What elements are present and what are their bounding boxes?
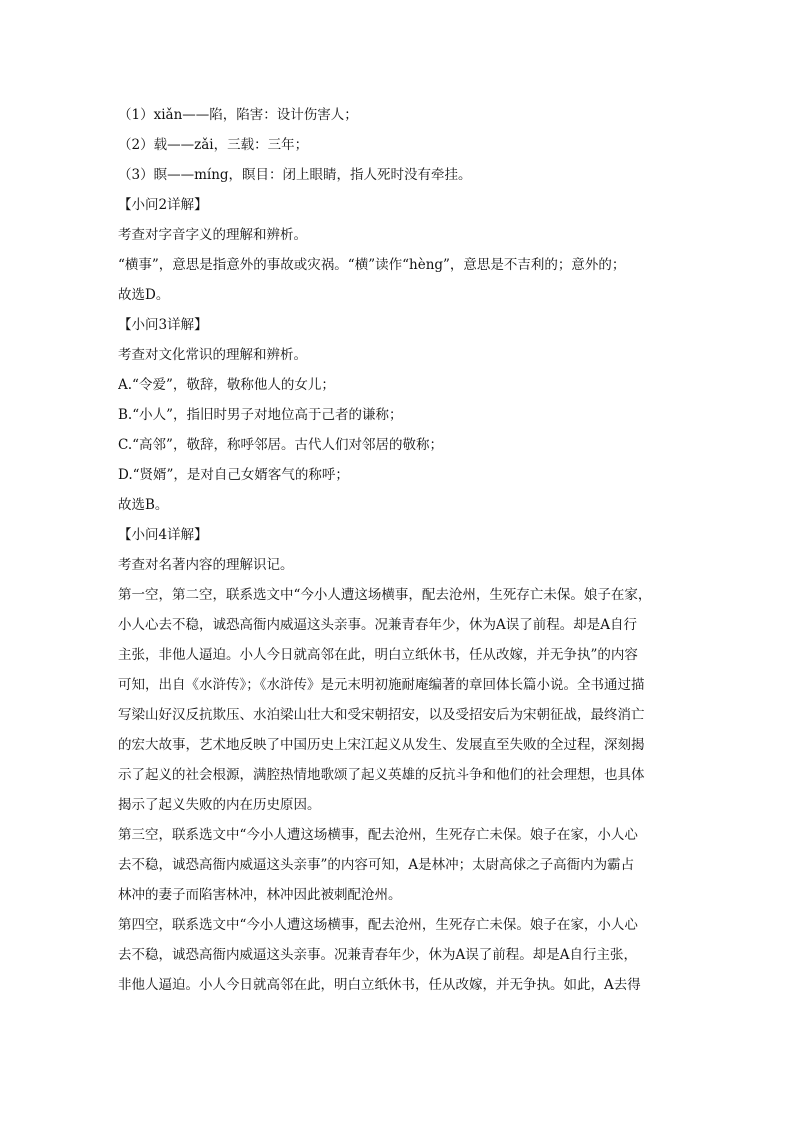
answer-note-2: （2）载——zǎi，三载：三年；	[118, 137, 309, 153]
paragraph-line: 写梁山好汉反抗欺压、水泊梁山壮大和受宋朝招安，以及受招安后为宋朝征战，最终消亡	[118, 707, 645, 723]
paragraph-line: 去不稳，诚恐高衙内威逼这头亲事”的内容可知，A是林冲；太尉高俅之子高衙内为霸占	[118, 857, 635, 873]
paragraph-line: 主张，非他人逼迫。小人今日就高邻在此，明白立纸休书，任从改嫁，并无争执”的内容	[118, 647, 638, 663]
paragraph-line: 第四空，联系选文中“今小人遭这场横事，配去沧州，生死存亡未保。娘子在家，小人心	[118, 917, 638, 933]
option-c: C.“高邻”，敬辞，称呼邻居。古代人们对邻居的敬称；	[118, 437, 443, 453]
option-a: A.“令爱”，敬辞，敬称他人的女儿；	[118, 377, 335, 393]
answer-choice: 故选B。	[118, 497, 169, 513]
answer-note-3: （3）瞑——míng，瞑目：闭上眼睛，指人死时没有牵挂。	[118, 167, 472, 183]
option-d: D.“贤婿”，是对自己女婿客气的称呼；	[118, 467, 349, 483]
answer-choice: 故选D。	[118, 287, 170, 303]
section-heading-q4: 【小问4详解】	[118, 527, 208, 543]
section-heading-q2: 【小问2详解】	[118, 197, 208, 213]
paragraph-line: 非他人逼迫。小人今日就高邻在此，明白立纸休书，任从改嫁，并无争执。如此，A去得	[118, 977, 641, 993]
paragraph-line: 第一空，第二空，联系选文中“今小人遭这场横事，配去沧州，生死存亡未保。娘子在家，	[118, 587, 652, 603]
paragraph-line: 考查对名著内容的理解识记。	[118, 557, 294, 573]
paragraph-line: 林冲的妻子而陷害林冲，林冲因此被刺配沧州。	[118, 887, 402, 903]
document-body	[118, 100, 678, 1000]
answer-note-1: （1）xiǎn——陷，陷害：设计伤害人；	[118, 107, 358, 123]
paragraph-line: 的宏大故事，艺术地反映了中国历史上宋江起义从发生、发展直至失败的全过程，深刻揭	[118, 737, 645, 753]
paragraph-line: “横事”，意思是指意外的事故或灾祸。“横”读作“hèng”，意思是不吉利的；意外的；	[118, 257, 626, 273]
paragraph-line: 可知，出自《水浒传》；《水浒传》是元末明初施耐庵编著的章回体长篇小说。全书通过描	[118, 677, 645, 693]
section-heading-q3: 【小问3详解】	[118, 317, 208, 333]
paragraph-line: 考查对文化常识的理解和辨析。	[118, 347, 307, 363]
option-b: B.“小人”，指旧时男子对地位高于己者的谦称；	[118, 407, 403, 423]
paragraph-line: 小人心去不稳，诚恐高衙内威逼这头亲事。况兼青春年少，休为A误了前程。却是A自行	[118, 617, 637, 633]
paragraph-line: 考查对字音字义的理解和辨析。	[118, 227, 307, 243]
paragraph-line: 示了起义的社会根源，满腔热情地歌颂了起义英雄的反抗斗争和他们的社会理想，也具体	[118, 767, 645, 783]
paragraph-line: 去不稳，诚恐高衙内威逼这头亲事。况兼青春年少，休为A误了前程。却是A自行主张，	[118, 947, 637, 963]
paragraph-line: 揭示了起义失败的内在历史原因。	[118, 797, 321, 813]
paragraph-line: 第三空，联系选文中“今小人遭这场横事，配去沧州，生死存亡未保。娘子在家，小人心	[118, 827, 638, 843]
